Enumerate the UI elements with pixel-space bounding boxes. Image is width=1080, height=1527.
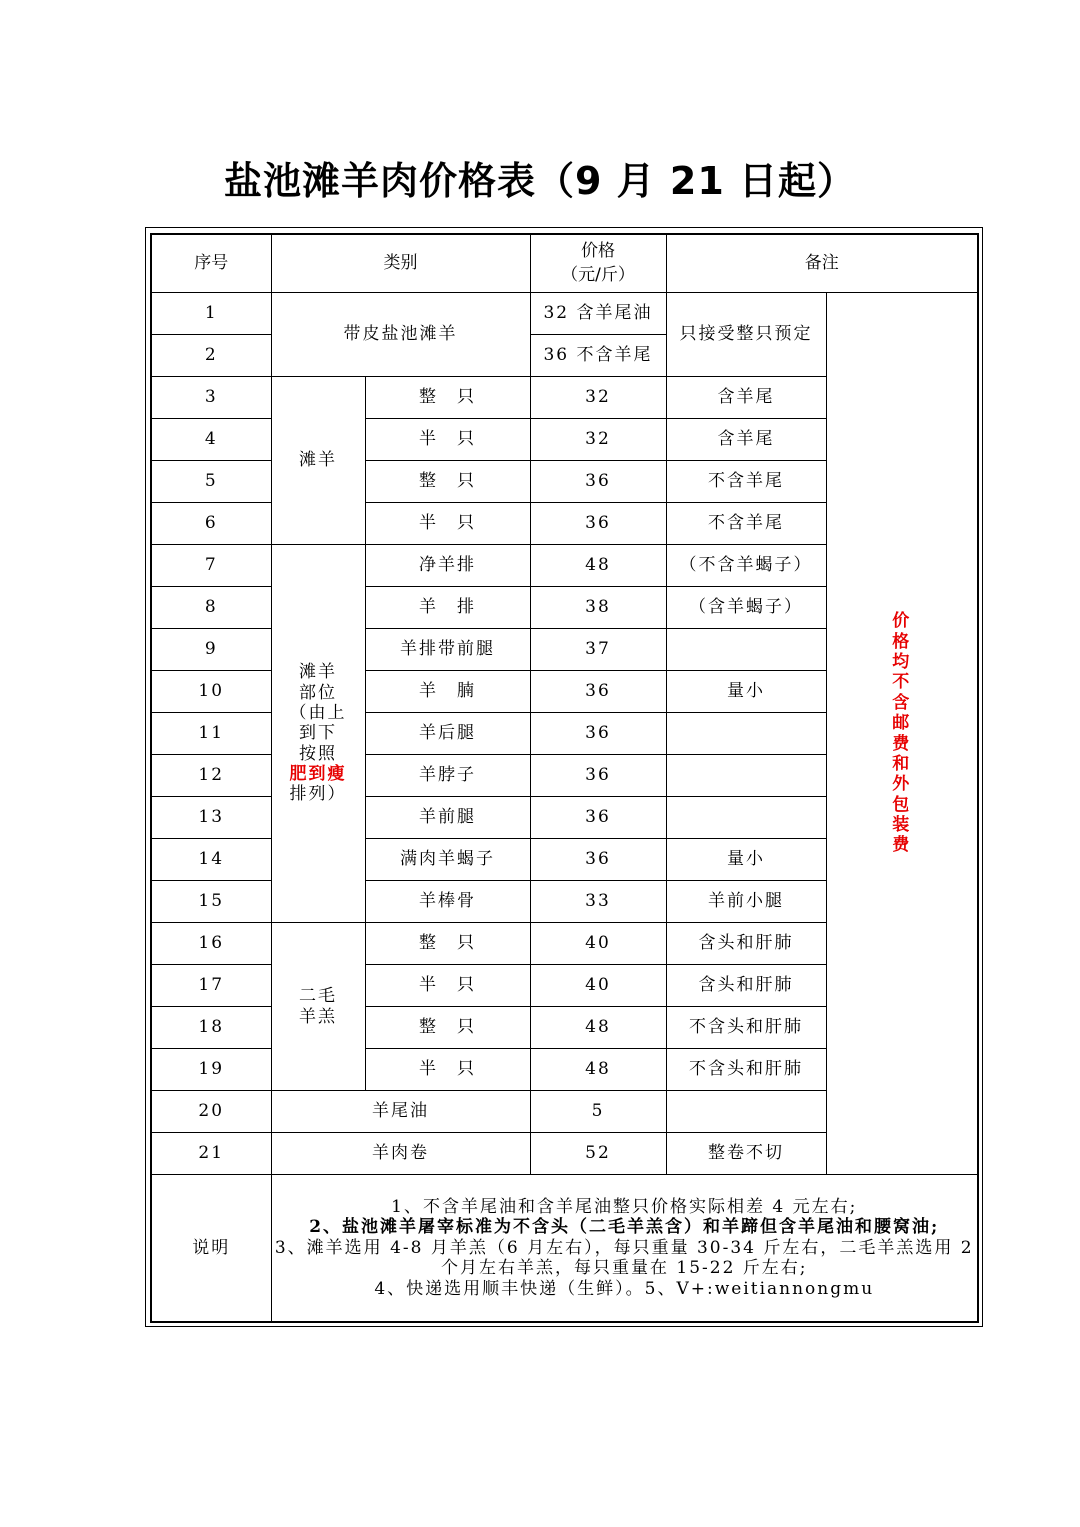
row-remark — [666, 755, 826, 797]
side-note-char: 均 — [892, 651, 912, 672]
row-item: 净羊排 — [365, 545, 530, 587]
row-price: 38 — [530, 587, 666, 629]
group-parts — [271, 545, 365, 923]
row-item: 带皮盐池滩羊 — [271, 293, 530, 377]
row-remark — [666, 797, 826, 839]
row-price: 48 — [530, 545, 666, 587]
side-note-char: 含 — [892, 692, 912, 713]
group-parts-line: 排列） — [289, 784, 347, 805]
note-line: 1、不含羊尾油和含羊尾油整只价格实际相差 4 元左右; — [391, 1197, 858, 1218]
row-remark: 含头和肝肺 — [666, 965, 826, 1007]
row-remark: 不含头和肝肺 — [666, 1049, 826, 1091]
row-no: 1 — [151, 293, 271, 335]
row-remark — [666, 1091, 826, 1133]
group-parts-line: （由上 — [289, 702, 347, 723]
row-item: 半 只 — [365, 1049, 530, 1091]
row-price: 37 — [530, 629, 666, 671]
row-no: 18 — [151, 1007, 271, 1049]
row-item: 羊肉卷 — [271, 1133, 530, 1175]
row-item: 羊前腿 — [365, 797, 530, 839]
group-ermao-line: 羊羔 — [299, 1006, 337, 1027]
group-parts-line: 按照 — [299, 743, 337, 764]
row-item: 整 只 — [365, 1007, 530, 1049]
side-note-char: 格 — [892, 631, 912, 652]
row-remark: 含头和肝肺 — [666, 923, 826, 965]
side-note-char: 价 — [892, 611, 912, 632]
group-ermao-line: 二毛 — [299, 986, 337, 1007]
row-item: 羊脖子 — [365, 755, 530, 797]
row-remark: 量小 — [666, 671, 826, 713]
row-no: 14 — [151, 839, 271, 881]
header-price — [530, 234, 666, 293]
row-no: 21 — [151, 1133, 271, 1175]
row-no: 9 — [151, 629, 271, 671]
row-no: 2 — [151, 335, 271, 377]
price-table — [150, 233, 979, 1323]
row-price: 36 — [530, 503, 666, 545]
side-note-char: 费 — [892, 733, 912, 754]
row-no: 13 — [151, 797, 271, 839]
notes-content — [271, 1175, 978, 1323]
notes-row — [151, 1175, 978, 1323]
row-item: 半 只 — [365, 419, 530, 461]
row-no: 20 — [151, 1091, 271, 1133]
row-item: 羊 腩 — [365, 671, 530, 713]
row-price: 48 — [530, 1049, 666, 1091]
row-item: 整 只 — [365, 461, 530, 503]
row-remark: 不含头和肝肺 — [666, 1007, 826, 1049]
side-note-char: 和 — [892, 753, 912, 774]
side-note-char: 不 — [892, 672, 912, 693]
row-item: 满肉羊蝎子 — [365, 839, 530, 881]
row-item: 羊后腿 — [365, 713, 530, 755]
row-price: 36 — [530, 713, 666, 755]
row-remark: 只接受整只预定 — [666, 293, 826, 377]
row-no: 11 — [151, 713, 271, 755]
row-no: 10 — [151, 671, 271, 713]
table-row — [151, 293, 978, 335]
row-price: 40 — [530, 965, 666, 1007]
row-no: 6 — [151, 503, 271, 545]
row-no: 17 — [151, 965, 271, 1007]
row-no: 7 — [151, 545, 271, 587]
row-item: 半 只 — [365, 965, 530, 1007]
row-remark: 含羊尾 — [666, 377, 826, 419]
row-item: 羊尾油 — [271, 1091, 530, 1133]
row-price: 36 — [530, 797, 666, 839]
row-item: 羊 排 — [365, 587, 530, 629]
row-price: 32 — [530, 419, 666, 461]
header-no: 序号 — [151, 234, 271, 293]
row-price: 36 — [530, 755, 666, 797]
header-category: 类别 — [271, 234, 530, 293]
group-parts-line: 到下 — [299, 723, 337, 744]
row-price: 33 — [530, 881, 666, 923]
row-remark: 整卷不切 — [666, 1133, 826, 1175]
row-no: 5 — [151, 461, 271, 503]
side-note-char: 装 — [892, 815, 912, 836]
note-line: 3、滩羊选用 4-8 月羊羔（6 月左右），每只重量 30-34 斤左右，二毛羊羔选用 2 个月左右羊羔，每只重量在 15-22 斤左右; — [274, 1237, 974, 1279]
group-parts-line: 部位 — [299, 682, 337, 703]
row-no: 19 — [151, 1049, 271, 1091]
row-remark: 羊前小腿 — [666, 881, 826, 923]
row-no: 15 — [151, 881, 271, 923]
row-no: 4 — [151, 419, 271, 461]
row-no: 3 — [151, 377, 271, 419]
page-title: 盐池滩羊肉价格表（9 月 21 日起） — [223, 159, 856, 203]
row-item: 羊排带前腿 — [365, 629, 530, 671]
header-row — [151, 234, 978, 293]
row-remark: （不含羊蝎子） — [666, 545, 826, 587]
row-price: 52 — [530, 1133, 666, 1175]
row-no: 16 — [151, 923, 271, 965]
row-remark — [666, 629, 826, 671]
row-item: 整 只 — [365, 923, 530, 965]
row-remark — [666, 713, 826, 755]
header-price-line2: （元/斤） — [561, 264, 635, 285]
row-remark: 不含羊尾 — [666, 461, 826, 503]
row-price: 36 — [530, 671, 666, 713]
side-note-vertical — [826, 293, 978, 1175]
group-parts-line: 滩羊 — [299, 662, 337, 683]
row-no: 8 — [151, 587, 271, 629]
row-price: 32 — [530, 377, 666, 419]
side-note-char: 邮 — [892, 713, 912, 734]
row-price: 36 — [530, 839, 666, 881]
row-remark: 不含羊尾 — [666, 503, 826, 545]
row-remark: 含羊尾 — [666, 419, 826, 461]
side-note-char: 包 — [892, 794, 912, 815]
row-item: 半 只 — [365, 503, 530, 545]
row-item: 羊棒骨 — [365, 881, 530, 923]
row-price: 5 — [530, 1091, 666, 1133]
notes-label: 说明 — [151, 1175, 271, 1323]
note-line: 4、快递选用顺丰快递（生鲜）。5、V+:weitiannongmu — [374, 1278, 875, 1299]
header-price-line1: 价格 — [581, 240, 615, 261]
row-price: 32 含羊尾油 — [530, 293, 666, 335]
side-note-char: 费 — [892, 835, 912, 856]
note-line-bold: 2、盐池滩羊屠宰标准为不含头（二毛羊羔含）和羊蹄但含羊尾油和腰窝油; — [309, 1217, 940, 1238]
row-remark: 量小 — [666, 839, 826, 881]
row-price: 40 — [530, 923, 666, 965]
side-note-char: 外 — [892, 774, 912, 795]
header-remark: 备注 — [666, 234, 978, 293]
group-tanyang: 滩羊 — [271, 377, 365, 545]
row-price: 48 — [530, 1007, 666, 1049]
group-ermao — [271, 923, 365, 1091]
group-parts-highlight: 肥到瘦 — [289, 764, 347, 785]
row-remark: （含羊蝎子） — [666, 587, 826, 629]
row-price: 36 — [530, 461, 666, 503]
row-item: 整 只 — [365, 377, 530, 419]
row-no: 12 — [151, 755, 271, 797]
row-price: 36 不含羊尾 — [530, 335, 666, 377]
